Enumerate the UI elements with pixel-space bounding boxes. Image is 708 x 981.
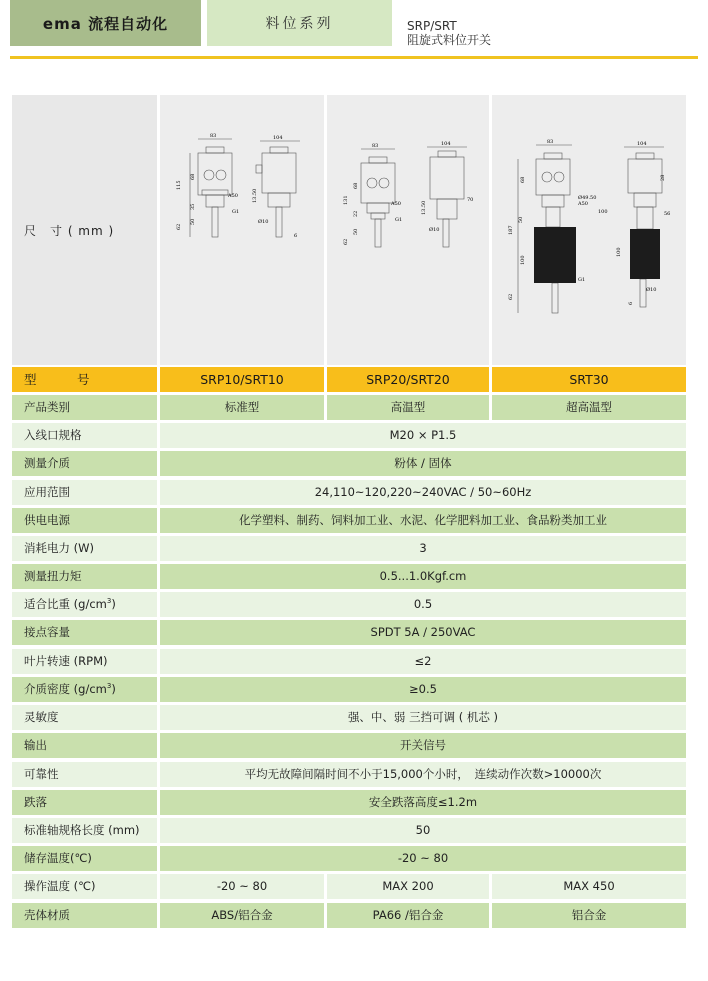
- dim-text: 104: [441, 141, 451, 147]
- row-value: ≤2: [160, 649, 686, 674]
- table-row: [12, 846, 686, 871]
- row-label-text: 适合比重 (g/cm: [24, 597, 107, 611]
- table-row: [12, 508, 686, 533]
- superscript: 3: [106, 597, 112, 606]
- dimension-row: [12, 95, 686, 365]
- dim-text: Ø10: [258, 219, 269, 225]
- dimension-drawing-srp20: [327, 95, 489, 365]
- row-label: 叶片转速 (RPM): [12, 649, 157, 674]
- dim-text: 115: [176, 180, 182, 190]
- table-row: [12, 649, 686, 674]
- dim-text: 62: [508, 293, 514, 300]
- header-divider: [10, 56, 698, 59]
- dim-text: A50: [391, 201, 401, 207]
- row-value: 24,110~120,220~240VAC / 50~60Hz: [160, 480, 686, 505]
- row-value: M20 × P1.5: [160, 423, 686, 448]
- model-srp10: SRP10/SRT10: [160, 367, 324, 392]
- dim-text: 6: [628, 301, 634, 305]
- dim-text: 100: [520, 255, 526, 265]
- dim-text: 131: [343, 195, 349, 205]
- dim-text: 50: [518, 216, 524, 223]
- row-label: 灵敏度: [12, 705, 157, 730]
- row-value: ABS/铝合金: [160, 903, 324, 928]
- table-row: [12, 564, 686, 589]
- row-value: 高温型: [327, 395, 489, 420]
- row-label: [12, 592, 157, 617]
- row-label: [12, 677, 157, 702]
- row-label-text: 介质密度 (g/cm: [24, 682, 107, 696]
- dim-text: 13.50: [252, 188, 258, 203]
- model-srp20: SRP20/SRT20: [327, 367, 489, 392]
- row-label: 输出: [12, 733, 157, 758]
- dim-text: Ø10: [646, 287, 657, 293]
- row-label: 标准轴规格长度 (mm): [12, 818, 157, 843]
- row-value: 0.5: [160, 592, 686, 617]
- table-row-model: [12, 367, 686, 392]
- table-row: [12, 903, 686, 928]
- row-label: 测量扭力矩: [12, 564, 157, 589]
- dim-text: 68: [520, 176, 526, 183]
- table-row: [12, 733, 686, 758]
- row-label-end: ): [111, 597, 116, 611]
- dim-text: 62: [343, 238, 349, 245]
- dim-text: G1: [395, 217, 403, 223]
- dim-text: 62: [176, 223, 182, 230]
- model-srt30: SRT30: [492, 367, 686, 392]
- dim-text: 56: [664, 211, 671, 217]
- table-row: [12, 677, 686, 702]
- row-value: 3: [160, 536, 686, 561]
- row-label: 型 号: [12, 367, 157, 392]
- row-value: PA66 /铝合金: [327, 903, 489, 928]
- dim-text: 83: [372, 143, 379, 149]
- row-value: 超高温型: [492, 395, 686, 420]
- table-row: [12, 874, 686, 899]
- row-value: MAX 200: [327, 874, 489, 899]
- dim-text: 6: [294, 233, 298, 239]
- row-label-end: ): [111, 682, 116, 696]
- dim-text: 68: [353, 182, 359, 189]
- dim-text: 50: [353, 228, 359, 235]
- row-label: 储存温度(℃): [12, 846, 157, 871]
- table-row: [12, 592, 686, 617]
- dimension-drawing-srp10: [160, 95, 324, 365]
- table-row: [12, 423, 686, 448]
- row-value: ≥0.5: [160, 677, 686, 702]
- row-label: 消耗电力 (W): [12, 536, 157, 561]
- brand-label: ema 流程自动化: [10, 0, 201, 46]
- model-title: [407, 19, 491, 47]
- dimension-label: 尺 寸 ( mm ): [12, 95, 157, 365]
- table-row: [12, 620, 686, 645]
- dimension-drawing-srt30: [492, 95, 686, 365]
- row-value: -20 ~ 80: [160, 874, 324, 899]
- row-label: 应用范围: [12, 480, 157, 505]
- series-label: 料位系列: [207, 0, 392, 46]
- dim-text: 13.50: [421, 200, 427, 215]
- row-label: 供电电源: [12, 508, 157, 533]
- row-label: 接点容量: [12, 620, 157, 645]
- dim-text: 100: [616, 247, 622, 257]
- row-label: 跌落: [12, 790, 157, 815]
- dim-text: G1: [232, 209, 240, 215]
- dim-text: Ø49.50: [578, 195, 597, 201]
- dim-text: 104: [273, 135, 283, 141]
- row-value: 平均无故障间隔时间不小于15,000个小时， 连续动作次数>10000次: [160, 762, 686, 787]
- model-code: SRP/SRT: [407, 19, 457, 33]
- dim-text: 28: [660, 174, 666, 181]
- row-label: 可靠性: [12, 762, 157, 787]
- table-row: [12, 762, 686, 787]
- dim-text: G1: [578, 277, 586, 283]
- dim-text: 83: [547, 139, 554, 145]
- row-value: 开关信号: [160, 733, 686, 758]
- dim-text: 187: [508, 225, 514, 235]
- table-row: [12, 536, 686, 561]
- row-label: 操作温度 (℃): [12, 874, 157, 899]
- row-value: 50: [160, 818, 686, 843]
- row-label: 入线口规格: [12, 423, 157, 448]
- table-row: [12, 480, 686, 505]
- row-value: 强、中、弱 三挡可调 ( 机芯 ): [160, 705, 686, 730]
- table-row: [12, 790, 686, 815]
- dim-text: 50: [190, 218, 196, 225]
- model-description: 阻旋式料位开关: [407, 33, 492, 47]
- row-value: 标准型: [160, 395, 324, 420]
- dim-text: Ø10: [429, 227, 440, 233]
- dim-text: A50: [578, 201, 588, 207]
- table-row: [12, 705, 686, 730]
- row-value: MAX 450: [492, 874, 686, 899]
- dim-text: 68: [190, 173, 196, 180]
- dim-text: 35: [190, 203, 196, 210]
- row-value: 化学塑料、制药、饲料加工业、水泥、化学肥料加工业、食品粉类加工业: [160, 508, 686, 533]
- superscript: 3: [106, 682, 112, 691]
- row-label: 壳体材质: [12, 903, 157, 928]
- dim-text: 100: [598, 209, 608, 215]
- dim-text: 22: [353, 210, 359, 217]
- table-row: [12, 451, 686, 476]
- dim-text: A50: [228, 193, 238, 199]
- row-value: 粉体 / 固体: [160, 451, 686, 476]
- dim-text: 83: [210, 133, 217, 139]
- table-row: [12, 818, 686, 843]
- table-row: [12, 395, 686, 420]
- row-label: 测量介质: [12, 451, 157, 476]
- row-value: 安全跌落高度≤1.2m: [160, 790, 686, 815]
- row-value: 铝合金: [492, 903, 686, 928]
- row-value: -20 ~ 80: [160, 846, 686, 871]
- row-value: SPDT 5A / 250VAC: [160, 620, 686, 645]
- row-value: 0.5...1.0Kgf.cm: [160, 564, 686, 589]
- dim-text: 70: [467, 197, 474, 203]
- dim-text: 104: [637, 141, 647, 147]
- row-label: 产品类别: [12, 395, 157, 420]
